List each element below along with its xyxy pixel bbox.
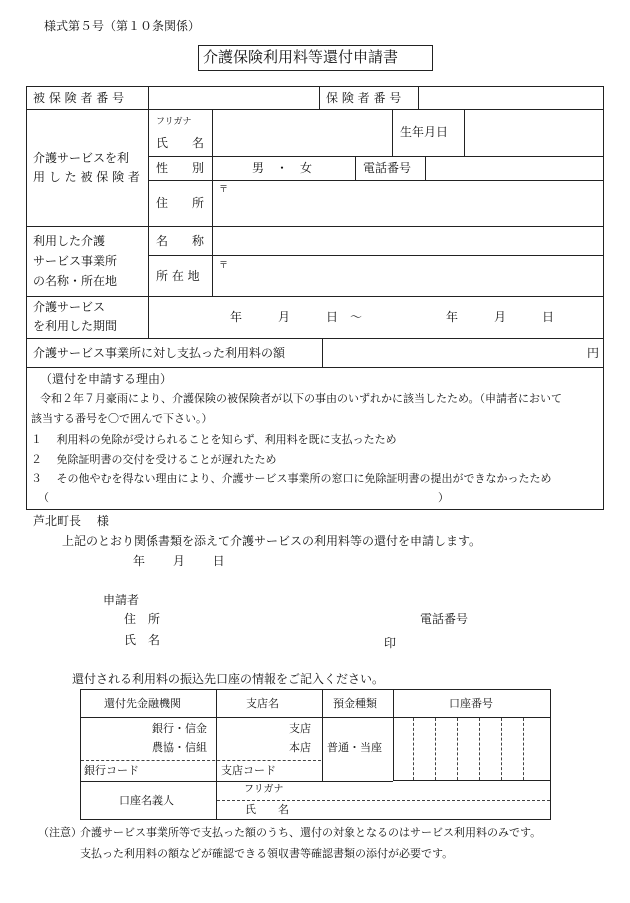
provider-name-field[interactable] (214, 228, 602, 254)
birthdate-field[interactable] (466, 111, 602, 155)
holder-furigana-label: フリガナ (244, 784, 284, 795)
col-account-type: 預金種類 (333, 697, 377, 710)
paid-amount-field[interactable] (324, 340, 584, 366)
applicant-address-field[interactable] (180, 610, 410, 628)
holder-name-label: 氏 名 (245, 803, 289, 816)
provider-label-1: 利用した介護 (33, 234, 106, 248)
address-field[interactable] (214, 182, 602, 224)
seal-mark: 印 (384, 636, 397, 650)
reason-item-3[interactable]: ３ その他やむを得ない理由により、介護サービス事業所の窓口に免除証明書の提出ができなかったため (31, 472, 552, 485)
note-1: 介護サービス事業所等で支払った額のうち、還付の対象となるのはサービス利用料のみです。 (80, 826, 542, 839)
provider-location-field[interactable] (214, 257, 602, 295)
branch-suffix-2[interactable]: 本店 (289, 741, 311, 754)
branch-suffix-1[interactable]: 支店 (289, 722, 311, 735)
provider-label-3: の名称・所在地 (33, 274, 118, 288)
phone-label: 電話番号 (363, 161, 412, 175)
col-account-number: 口座番号 (449, 697, 493, 710)
applicant-phone-field[interactable] (476, 610, 604, 628)
statement: 上記のとおり関係書類を添えて介護サービスの利用料等の還付を申請します。 (62, 534, 482, 548)
col-institution: 還付先金融機関 (104, 697, 181, 710)
page-title: 介護保険利用料等還付申請書 (203, 48, 399, 66)
name-label: 氏 名 (156, 136, 205, 150)
applicant-address-label: 住 所 (124, 612, 161, 626)
furigana-label: フリガナ (156, 117, 192, 127)
provider-location-label: 所 在 地 (156, 269, 200, 283)
addressee: 芦北町長 様 (33, 514, 109, 528)
col-branch: 支店名 (246, 697, 279, 710)
insurer-number-label: 保 険 者 番 号 (326, 91, 402, 105)
postal-mark: 〒 (219, 185, 229, 195)
provider-postal-mark: 〒 (219, 261, 229, 271)
provider-label-2: サービス事業所 (33, 254, 118, 268)
period-label-2: を利用した期間 (33, 319, 118, 333)
provider-name-label: 名 称 (156, 234, 205, 248)
phone-field[interactable] (427, 158, 602, 178)
form-number: 様式第５号（第１０条関係） (44, 19, 201, 33)
reason-paren-close: ） (438, 491, 449, 504)
paid-amount-label: 介護サービス事業所に対し支払った利用料の額 (33, 346, 286, 360)
reason-other-field[interactable] (52, 490, 437, 506)
application-date[interactable]: 年 月 日 (133, 554, 225, 568)
birthdate-label: 生年月日 (400, 125, 449, 139)
bank-type-2[interactable]: 農協・信組 (152, 741, 207, 754)
sex-label: 性 別 (156, 161, 205, 175)
note-prefix: （注意） (38, 826, 82, 839)
bank-instruction: 還付される利用料の振込先口座の情報をご記入ください。 (72, 672, 385, 686)
reason-title: （還付を申請する理由） (40, 372, 173, 386)
applicant-label: 申請者 (103, 593, 140, 607)
bank-type-1[interactable]: 銀行・信金 (152, 722, 207, 735)
yen-unit: 円 (587, 346, 600, 360)
insurer-number-field[interactable] (420, 88, 602, 108)
reason-item-2[interactable]: ２ 免除証明書の交付を受けることが遅れたため (31, 453, 277, 466)
branch-code-label: 支店コード (221, 764, 276, 777)
bank-code-label: 銀行コード (84, 764, 139, 777)
holder-name-field[interactable] (300, 783, 548, 818)
account-type-value[interactable]: 普通・当座 (327, 741, 382, 754)
period-value[interactable]: 年 月 日 ～ 年 月 日 (230, 310, 555, 324)
applicant-name-field[interactable] (180, 631, 380, 649)
reason-item-1[interactable]: １ 利用料の免除が受けられることを知らず、利用料を既に支払ったため (31, 433, 397, 446)
applicant-name-label: 氏 名 (124, 633, 161, 647)
user-section-label-2: 用 し た 被 保 険 者 (33, 170, 140, 184)
name-field[interactable] (214, 111, 390, 155)
user-section-label-1: 介護サービスを利 (33, 151, 130, 165)
reason-paren-open: （ (38, 491, 49, 504)
period-label-1: 介護サービス (33, 300, 106, 314)
note-2: 支払った利用料の額などが確認できる領収書等確認書類の添付が必要です。 (80, 847, 454, 860)
applicant-phone-label: 電話番号 (420, 612, 469, 626)
reason-intro-1: 令和２年７月豪雨により、介護保険の被保険者が以下の事由のいずれかに該当したため。（申請者において (40, 392, 563, 405)
reason-intro-2: 該当する番号を〇で囲んで下さい。） (31, 412, 213, 425)
address-label: 住 所 (156, 196, 205, 210)
sex-options[interactable]: 男 ・ 女 (252, 161, 313, 175)
holder-label: 口座名義人 (119, 794, 174, 807)
insured-number-label: 被 保 険 者 番 号 (33, 91, 125, 105)
insured-number-field[interactable] (150, 88, 317, 108)
